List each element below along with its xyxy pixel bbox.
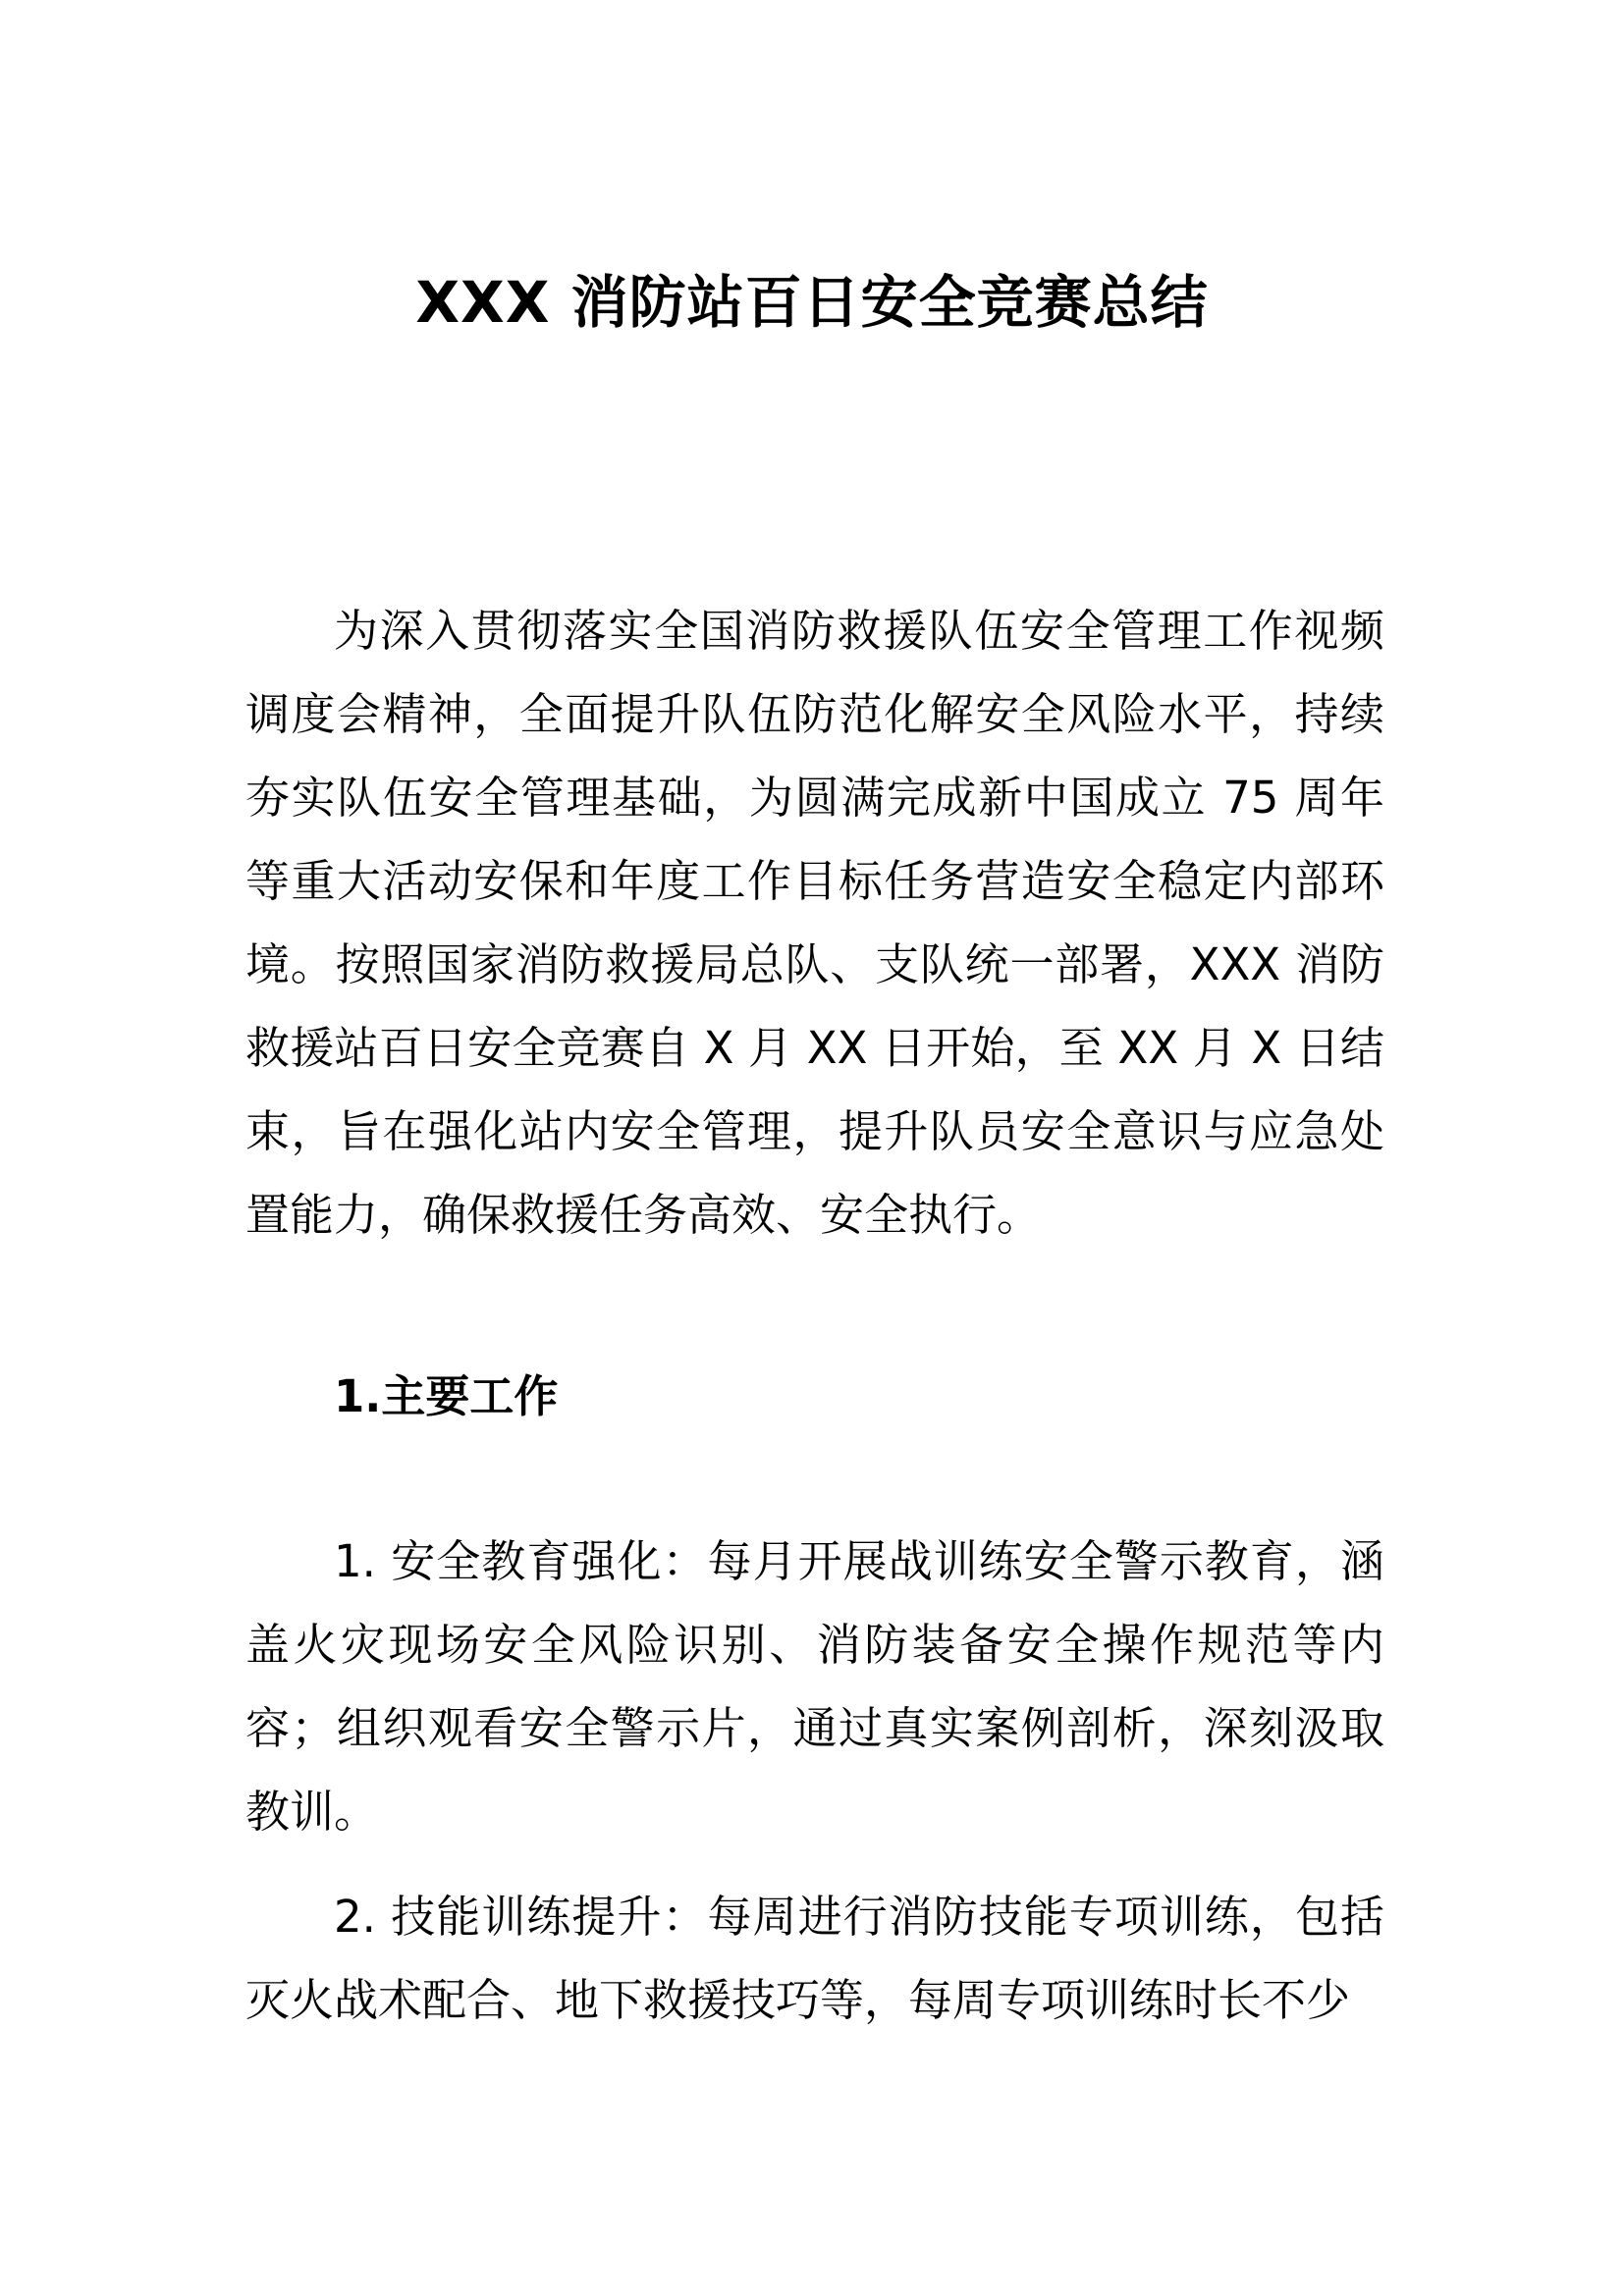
list-item-skill-training: 2. 技能训练提升：每周进行消防技能专项训练，包括灭火战术配合、地下救援技巧等，每周专项训练时长不少 <box>245 1891 1384 2026</box>
list-item-safety-education: 1. 安全教育强化：每月开展战训练安全警示教育，涵盖火灾现场安全风险识别、消防装备安全操作规范等内容；组织观看安全警示片，通过真实案例剖析，深刻汲取教训。 <box>245 1535 1384 1838</box>
intro-paragraph: 为深入贯彻落实全国消防救援队伍安全管理工作视频调度会精神，全面提升队伍防范化解安全风险水平，持续夯实队伍安全管理基础，为圆满完成新中国成立 75 周年等重大活动安保和年度工作目标任务营造安全稳定内部环境。按照国家消防救援局总队、支队统一部署，XXX 消防救援站百日安全竞赛自 X 月 XX 日开始，至 XX 月 X 日结束，旨在强化站内安全管理，提升队员安全意识与应急处置能力，确保救援任务高效、安全执行。 <box>245 605 1384 1241</box>
section-heading-main-work: 1.主要工作 <box>334 1370 559 1422</box>
document-title: XXX 消防站百日安全竞赛总结 <box>415 269 1209 336</box>
